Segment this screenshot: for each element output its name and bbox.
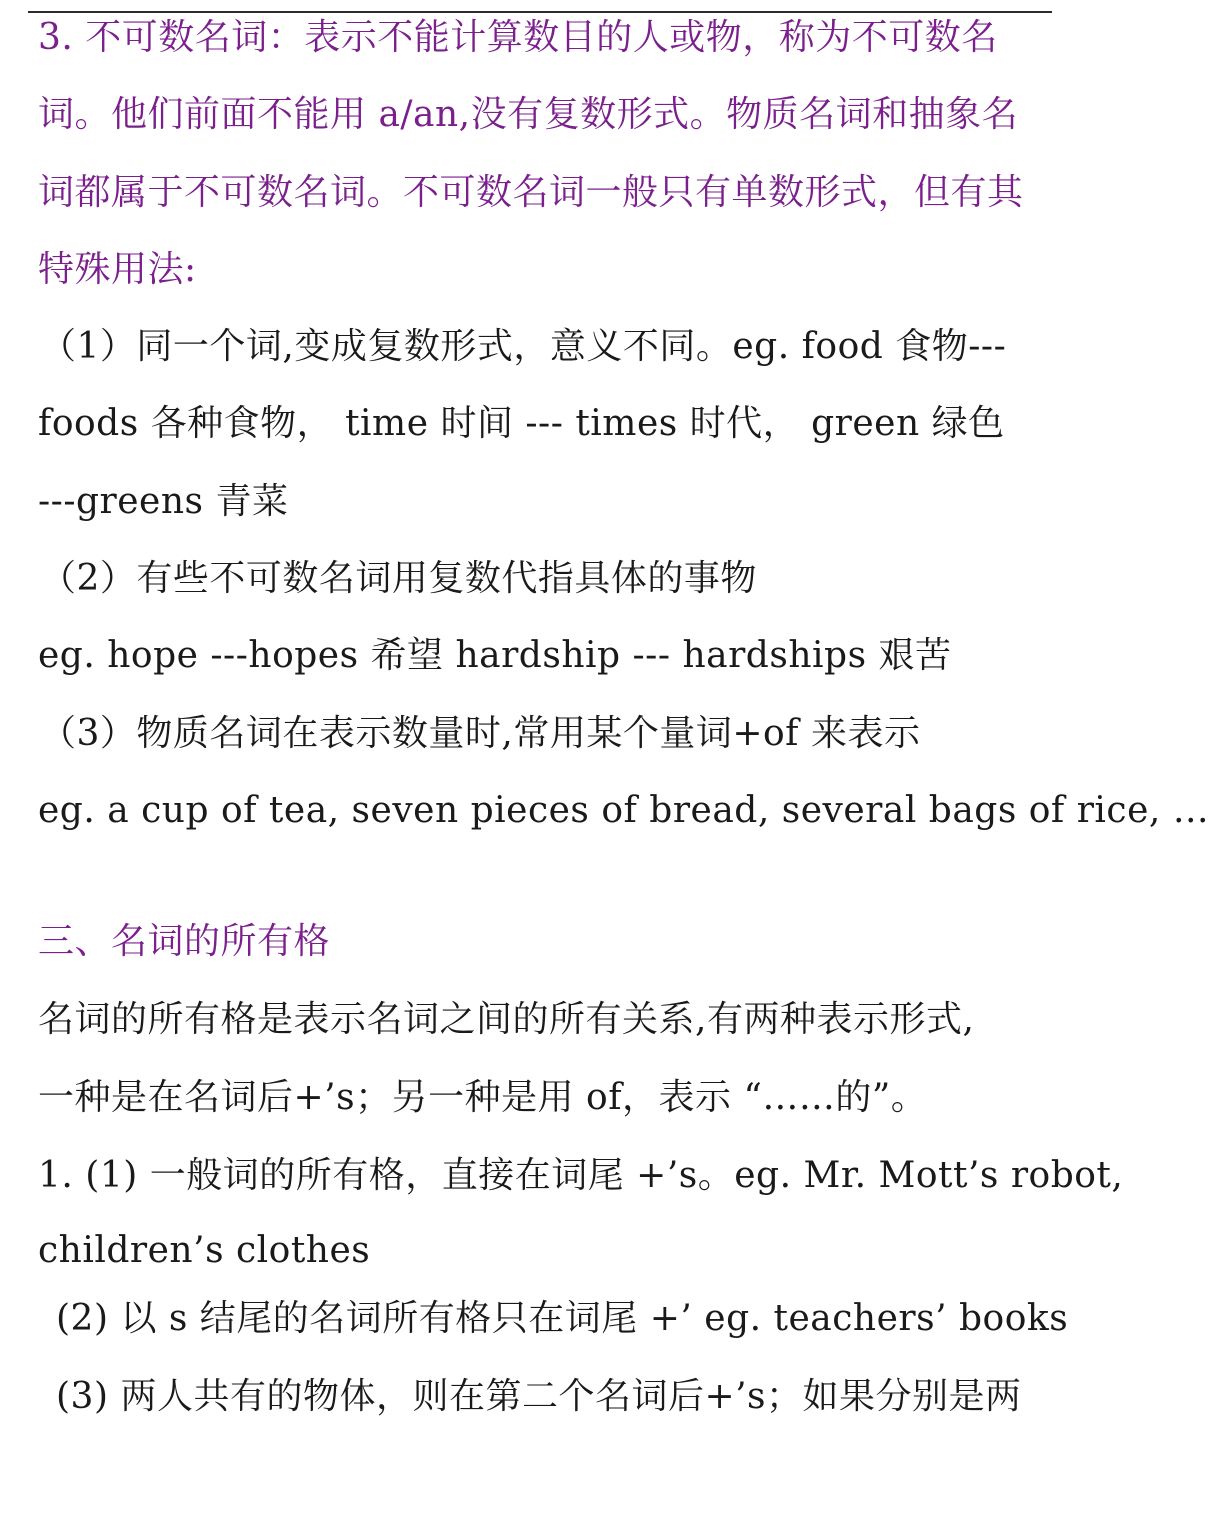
text-line-1: 3. 不可数名词：表示不能计算数目的人或物，称为不可数名 bbox=[38, 17, 998, 58]
text-line-6: foods 各种食物， time 时间 --- times 时代， green 绿色 bbox=[38, 403, 1005, 444]
text-line-5: （1）同一个词,变成复数形式，意义不同。eg. food 食物--- bbox=[40, 326, 1007, 367]
text-line-11: eg. a cup of tea, seven pieces of bread, several bags of rice, … bbox=[38, 790, 1209, 831]
text-line-17: (2) 以 s 结尾的名词所有格只在词尾 +’ eg. teachers’ books bbox=[56, 1298, 1069, 1339]
text-line-2: 词。他们前面不能用 a/an,没有复数形式。物质名词和抽象名 bbox=[38, 94, 1019, 135]
text-line-4: 特殊用法: bbox=[38, 249, 197, 290]
text-line-13: 名词的所有格是表示名词之间的所有关系,有两种表示形式, bbox=[38, 999, 975, 1040]
top-divider bbox=[28, 11, 1052, 13]
text-line-18: (3) 两人共有的物体，则在第二个名词后+’s；如果分别是两 bbox=[56, 1376, 1022, 1417]
text-line-15: 1. (1) 一般词的所有格，直接在词尾 +’s。eg. Mr. Mott’s robot, bbox=[38, 1155, 1124, 1196]
text-line-3: 词都属于不可数名词。不可数名词一般只有单数形式，但有其 bbox=[38, 172, 1024, 213]
text-line-7: ---greens 青菜 bbox=[38, 481, 289, 522]
text-line-10: （3）物质名词在表示数量时,常用某个量词+of 来表示 bbox=[40, 713, 921, 754]
text-line-9: eg. hope ---hopes 希望 hardship --- hardships 艰苦 bbox=[38, 635, 952, 676]
text-line-16: children’s clothes bbox=[38, 1230, 371, 1271]
text-line-14: 一种是在名词后+’s；另一种是用 of，表示 “……的”。 bbox=[38, 1077, 928, 1118]
section-heading: 三、名词的所有格 bbox=[38, 921, 331, 962]
text-line-8: （2）有些不可数名词用复数代指具体的事物 bbox=[40, 558, 757, 599]
